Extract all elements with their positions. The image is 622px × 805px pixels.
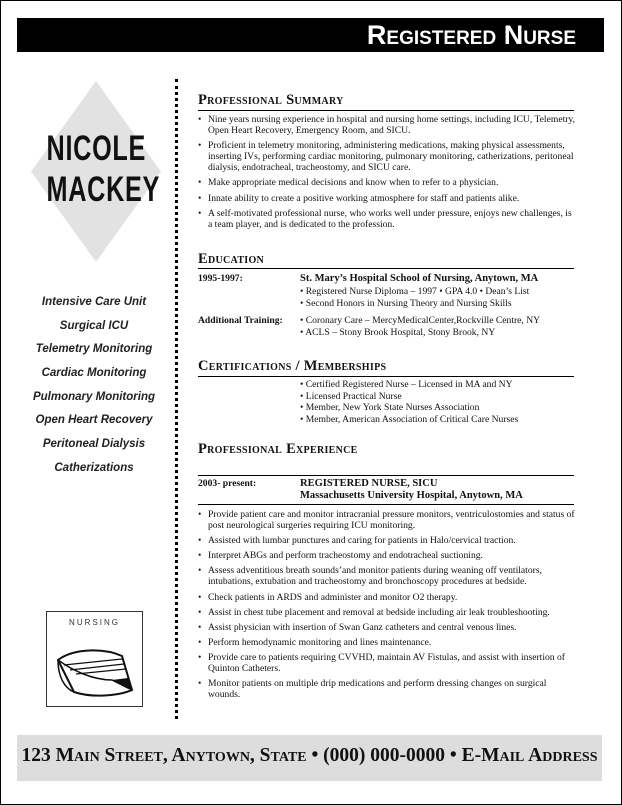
education-detail: • Registered Nurse Diploma – 1997 • GPA 4.0 • Dean’s List [300,286,529,298]
skill-item: Pulmonary Monitoring [32,390,156,403]
summary-rule [198,110,574,111]
experience-rule [198,475,574,476]
certifications-list [300,379,518,425]
experience-item: • Monitor patients on multiple drip medications and perform dressing changes on surgical wounds. [196,678,576,700]
summary-list [196,114,576,234]
training-item: • Coronary Care – MercyMedicalCenter,Rockville Centre, NY [300,315,540,327]
experience-item: • Assisted with lumbar punctures and caring for patients in Halo/cervical traction. [196,535,576,546]
experience-item: • Check patients in ARDS and administer and monitor O2 therapy. [196,592,576,603]
certification-item: • Certified Registered Nurse – Licensed in MA and NY [300,379,518,391]
education-details [300,286,529,309]
summary-heading: Professional Summary [198,92,344,108]
experience-item: • Interpret ABGs and perform tracheostomy and endotracheal suctioning. [196,550,576,561]
education-rule [198,268,574,269]
job-rule [198,504,574,505]
skill-item: Surgical ICU [59,319,129,332]
experience-list [196,509,576,704]
dotted-divider [175,79,178,719]
summary-item: • Proficient in telemetry monitoring, administering medications, making physical assessments, inserting IVs, performing cardiac monitoring, pulmonary monitoring, catherizations, peritoneal dialysis, endotracheal, tracheostomy, and SICU care. [196,140,576,173]
experience-heading: Professional Experience [198,441,358,457]
summary-item: • Innate ability to create a positive working atmosphere for staff and patients alike. [196,193,576,204]
experience-date: 2003- present: [198,478,257,489]
skill-item: Telemetry Monitoring [35,343,153,356]
additional-training-list [300,315,540,338]
skill-item: Intensive Care Unit [41,296,147,308]
experience-item: • Perform hemodynamic monitoring and lines maintenance. [196,637,576,648]
nurse-cap-icon [52,634,138,702]
contact-address: 123 Main Street, Anytown, State • (000) 000-0000 • E-Mail Address [21,745,598,766]
education-date: 1995-1997: [198,273,243,284]
experience-item: • Provide care to patients requiring CVVHD, maintain AV Fistulas, and assist with insertion of Quinton Catheters. [196,652,576,674]
education-detail: • Second Honors in Nursing Theory and Nursing Skills [300,298,529,310]
footer-bar [17,735,602,781]
training-item: • ACLS – Stony Brook Hospital, Stony Brook, NY [300,327,540,339]
skill-item: Cardiac Monitoring [41,367,147,380]
certifications-heading: Certifications / Memberships [198,358,387,374]
certification-item: • Member, New York State Nurses Association [300,402,518,414]
skills-list [30,292,158,482]
last-name: MACKEY [46,170,161,209]
experience-item: • Assess adventitious breath sounds’and monitor patients during weaning off ventilators, intubations, extubation and tracheostomy and bronchoscopy procedures at bedside. [196,565,576,587]
header-bar [17,18,604,52]
candidate-name [46,128,161,210]
certifications-rule [198,376,574,377]
experience-item: • Provide patient care and monitor intracranial pressure monitors, ventriculostomies and status of post neurological surgeries requiring ICU monitoring. [196,509,576,531]
experience-item: • Assist physician with insertion of Swan Ganz catheters and central venous lines. [196,622,576,633]
experience-item: • Assist in chest tube placement and removal at bedside including air leak troubleshooting. [196,607,576,618]
employer: Massachusetts University Hospital, Anytown, MA [300,490,523,501]
nursing-graphic [46,611,143,707]
summary-item: • Nine years nursing experience in hospital and nursing home settings, including ICU, Telemetry, Open Heart Recovery, Emergency Room, and SICU. [196,114,576,136]
job-title: REGISTERED NURSE, SICU [300,478,438,489]
education-school: St. Mary’s Hospital School of Nursing, Anytown, MA [300,273,539,284]
nursing-label: NURSING [69,618,120,627]
summary-item: • Make appropriate medical decisions and know when to refer to a physician. [196,177,576,188]
skill-item: Peritoneal Dialysis [42,438,146,451]
certification-item: • Licensed Practical Nurse [300,391,518,403]
summary-item: • A self-motivated professional nurse, who works well under pressure, enjoys new challenges, is a team player, and is dedicated to the profession. [196,208,576,230]
education-heading: Education [198,251,265,267]
additional-training-label: Additional Training: [198,315,283,326]
first-name: NICOLE [46,129,147,168]
skill-item: Catherizations [54,461,134,474]
certification-item: • Member, American Association of Critical Care Nurses [300,414,518,426]
skill-item: Open Heart Recovery [35,414,153,427]
resume-title: Registered Nurse [366,20,576,50]
